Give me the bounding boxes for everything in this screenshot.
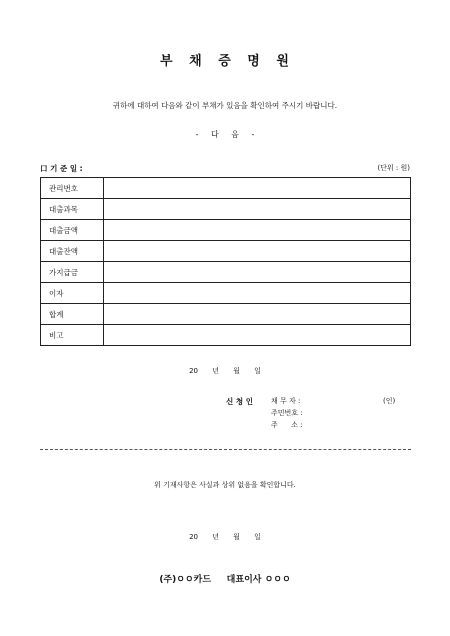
row-label-advance-payment: 가지급금 xyxy=(41,262,104,283)
row-value-interest[interactable] xyxy=(104,283,411,304)
basis-date-label: 口 기 준 일 : xyxy=(40,164,83,173)
document-title: 부 채 증 명 원 xyxy=(160,54,290,69)
unit-label: (단위 : 원) xyxy=(377,164,410,172)
debt-table xyxy=(40,177,411,346)
intro-text: 귀하에 대하여 다음와 같이 부채가 있음을 확인하여 주시기 바랍니다. xyxy=(112,101,338,110)
table-row xyxy=(41,241,411,262)
cut-line-divider xyxy=(40,449,411,450)
table-row xyxy=(41,178,411,199)
address-label: 주 소 : xyxy=(271,421,303,429)
applicant-label: 신 청 인 xyxy=(226,397,253,406)
row-label-management-number: 관리번호 xyxy=(41,178,104,199)
confirmation-date: 20 년 월 일 xyxy=(189,533,261,541)
row-value-total[interactable] xyxy=(104,304,411,325)
row-value-advance-payment[interactable] xyxy=(104,262,411,283)
table-row xyxy=(41,262,411,283)
table-row xyxy=(41,220,411,241)
application-date: 20 년 월 일 xyxy=(189,367,261,375)
table-row xyxy=(41,304,411,325)
row-value-loan-amount[interactable] xyxy=(104,220,411,241)
row-value-remarks[interactable] xyxy=(104,325,411,346)
seal-mark: (인) xyxy=(383,397,396,405)
row-label-loan-balance: 대출잔액 xyxy=(41,241,104,262)
confirmation-text: 위 기재사항은 사실과 상위 없음을 확인합니다. xyxy=(154,481,296,489)
row-label-loan-amount: 대출금액 xyxy=(41,220,104,241)
row-value-loan-balance[interactable] xyxy=(104,241,411,262)
row-label-interest: 이자 xyxy=(41,283,104,304)
issuer-line: (주)ㅇㅇ카드 대표이사 ㅇㅇㅇ xyxy=(159,575,291,585)
row-label-total: 합계 xyxy=(41,304,104,325)
table-row xyxy=(41,199,411,220)
section-heading: - 다 음 - xyxy=(195,130,255,139)
row-label-loan-type: 대출과목 xyxy=(41,199,104,220)
table-row xyxy=(41,325,411,346)
resident-number-label: 주민번호 : xyxy=(271,409,303,417)
row-value-loan-type[interactable] xyxy=(104,199,411,220)
row-value-management-number[interactable] xyxy=(104,178,411,199)
row-label-remarks: 비고 xyxy=(41,325,104,346)
table-row xyxy=(41,283,411,304)
debtor-label: 채 무 자 : xyxy=(271,397,301,405)
